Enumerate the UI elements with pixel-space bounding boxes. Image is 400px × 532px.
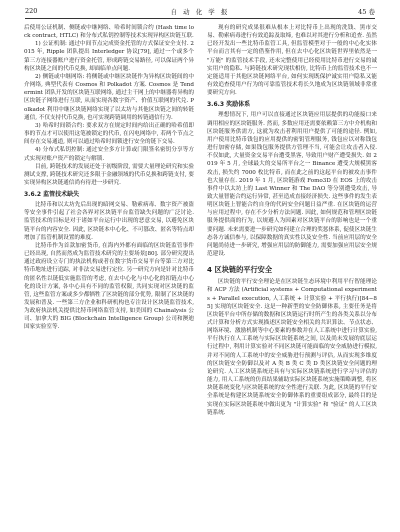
paragraph: 目前, 跨链技术的发展还处于初级阶段, 需要大量理论研究和实验测试支撑, 跨链技术研究还多限于金融领域的代币兑换和跨链支付, 要实现异构区块链通信尚有待进一步研究. (24, 163, 194, 186)
left-column (24, 24, 194, 524)
paragraph: 区块链的平行安全理论是在区块链生态环境中利用平行智能理论和 ACP 方法 (Artificial systems + Computational experiments + Parallel execution, 人工系统 + 计算实验 + 平行执行)[84−85] 实现的区块链安全. 这是一种新型的安全防御体系, 主要任务是将区块链平台中所存储的数据和区块链运行时所产生的各类关系以分布式计算和分析方式实现描述区块链安全相关的共识算法、节点状态、网络环境、激励机制等中心要素的参数并在人工系统中进行计算实验, 平行执行在人工系统与实际区块链系统之间, 以及尚未发展的底层运行过程中, 利用计算实验对不同区块链可能面临的安全威胁进行模拟, 并对不同的人工系统中的安全威胁进行预测与评估, 从而实现多维度的区块链安全防御以及对 A 类 B 类 C 类 D 类区块链安全问题的理论研究. 人工区块链系统还具有与实际区块链系统进行学习与评估的能力, 用人工系统的仿真结果辅助实际区块链系统实施策略调整, 将区块链系统变化与区块链系统的安全性进行关联. 为此, 区块链的平行安全系统是构建区块链系统安全防御体系的重要组成部分, 最终目的是实现在实际区块链系统中做出更为 "计算实验" 和 "验证" 的人工区块链系统. (207, 279, 377, 416)
paragraph: 比特币和以太坊先后出现的暗网交易、勒索病毒、数字资产被盗等安全事件引起了社会各界对区块链平台监管缺失问题的广泛讨论. 监管技术的目标是对于诸如平台运行中出现的恶意交易, 以避免区块链平台的内容安全. 因此, 区块链本中心化、不可篡改、匿名等特点却增加了监管机制设置的难度. (24, 202, 194, 241)
paragraph: 现有的研究成果很难从根本上对比特币上出现的洗钱、黑市交易、勒索病毒进行有效追踪及取缔, 也难以对其进行分析和追查. 虽然已经开发出一些比特币监管工具, 但监管模型对于一般的中心化实体平台而言其有一定的借鉴作用, 但在去中心化区块链世界里依然是一 "万能" 的监管技术手段, 还未完整使用已经使用比特币进行交易的诚实用户的隐私. 与跨链技术研究现状相仿, 比特币上的监管技术也不一定能适用于其他区块链网络平台, 如何实现既保护诚实用户隐私又能有效追查使用户行为的可靠监管技术将长久地成为区块链领域非常重要研究方向. (207, 25, 377, 97)
right-column (207, 24, 377, 524)
paragraph: 后使用公证机制、侧链或中继网络、哈希时间锁合约 (Hash time lock contract, HTLC) 和分布式私钥控制等技术实现异构区块链互联. (24, 25, 194, 40)
paragraph: 3) 哈希时间锁合约: 要求双方在规定时间内给出正确的哈希值即事的节点才可以使用这笔被锁定的代币, 在闪电网络中, 若两个节点之间存在交易通道, 则可以通过哈希时间锁进行安全的链下交易. (24, 122, 194, 146)
section-heading: 3.6.2 监管技术缺失 (24, 191, 80, 199)
paragraph: 4) 分布式私钥控制: 通过安全多方计算或门限签名密钥分享等方式实现对账户资产的锁定与解锁. (24, 147, 194, 162)
paragraph: 1) 公证机制: 通过中间节点完成资金托管的方式保证安全支付. 2015 年, Ripple 团队提出 Interledger 协议[79], 通过一个或多个第三方连接器账户进行资金托管, 形成跨链交易路径, 可以保证两个异构区块链之间的代币兑换, 却面临单点问题. (24, 41, 194, 72)
journal-title: 自 动 化 学 报 (170, 8, 230, 16)
header-rule (25, 18, 375, 19)
paragraph: 2) 侧链或中继网络: 将侧链或中继区块链作为异构区块链间的中介网络, 典型代表有 Cosmos 和 Polkadot 方案. Cosmos 是 Tendermint 团队开发的区块链互联网络, 通过主干网上的中继器将异构的区块链子网络进行互联, 从而实现各数字资产、价值互联网的代兑. Polkadot 利用中继区块链网络实现了以太坊与其他区块链之间的转链通信, 不仅支持代币兑换, 也可实现跨链调用的转链通信行为. (24, 73, 194, 121)
paragraph: 比特币作为首款加密货币, 在海内外都有面临的区块链监管事件已经出现, 自然而然成为监管技术研究的主要场景[80]. 部分研究提出通过政府设立专门的执法机构或者在数字货币交易平台等第三方对比特币地址进行追踪, 对非法交易进行定位. 另一研究方向是针对比特币的匿名性以链低实施监管的考虑, 在去中心化与中心化的扣链点中心化的设计方案, 各中心具有不同的监管权限, 共同实现对区块链的监管, 这些监管方案或多少都牺牲了区块链的部分优势, 限制了区块链的发展和普及. 一些第三方企业和科研机构也专注设计区块链监管技术, 为政府执法机关提供比特币网络监管支持, 如美国的 Chainalysis 公司、加拿大的 BIG (Blockchain Intelligence Group) 公司和澳迪国家实验室等. (24, 242, 194, 331)
volume-label: 45 卷 (358, 8, 375, 16)
page-header (0, 0, 400, 20)
section-heading: 4 区块链的平行安全 (207, 265, 273, 275)
page-number: 220 (25, 7, 38, 15)
paragraph: 理想情况下, 用户可以直接通过区块链应用层提供的功能接口来调用相应的区块链服务. 然而, 多数应用还需要依赖第三方中介机构和区块链服务供需方, 这就为攻击者利用用户提供了可能的途径. 例如, 用户使用比特币钱包的应用提供的密钥管理服务, 钱包应以对称钱包进行加密存储, 如果钱包服务提供方管理不当, 可能会让攻击者入侵. 不仅如此, 大量资金交易平台遭受黑客, 导致用户财产遭受损失. 如 2019 年 5 月, 全球最大的交易所平台之一 Binance 遭受大规模黑客攻击, 损失约 7000 枚比特币, 而在此之前的这起平台的被攻击事件也大量存在. 2019 年 1 月, 区块链游戏 Fomo3D 在 EOS 上的攻击事件中以太坊上的 Last Winner 和 The DAO 等分别遭受攻击, 导致大量智能合约运行异常, 甚至造成直接经济损失. 这些事件的发生表明区块链上智能合约自身的代码安全问题日益严重. 在区块链的运营与应用过程中, 存在不少分析方法问题. 因此, 如何规范和管理区块链服务提供商的行为, 以规避人为因素对区块链平台的影响也是一个重要问题. 未来需要进一步研究如何建立合理的奖惩体系, 促使区块链生态各方诚信参与, 以保障数据的真实性以及安全性. 当前应用层的安全问题尚待进一步研究, 增强应用层的防御能力, 需要加强应用层安全规范建设. (207, 112, 377, 258)
section-heading: 3.6.3 奖励体系 (207, 101, 251, 109)
